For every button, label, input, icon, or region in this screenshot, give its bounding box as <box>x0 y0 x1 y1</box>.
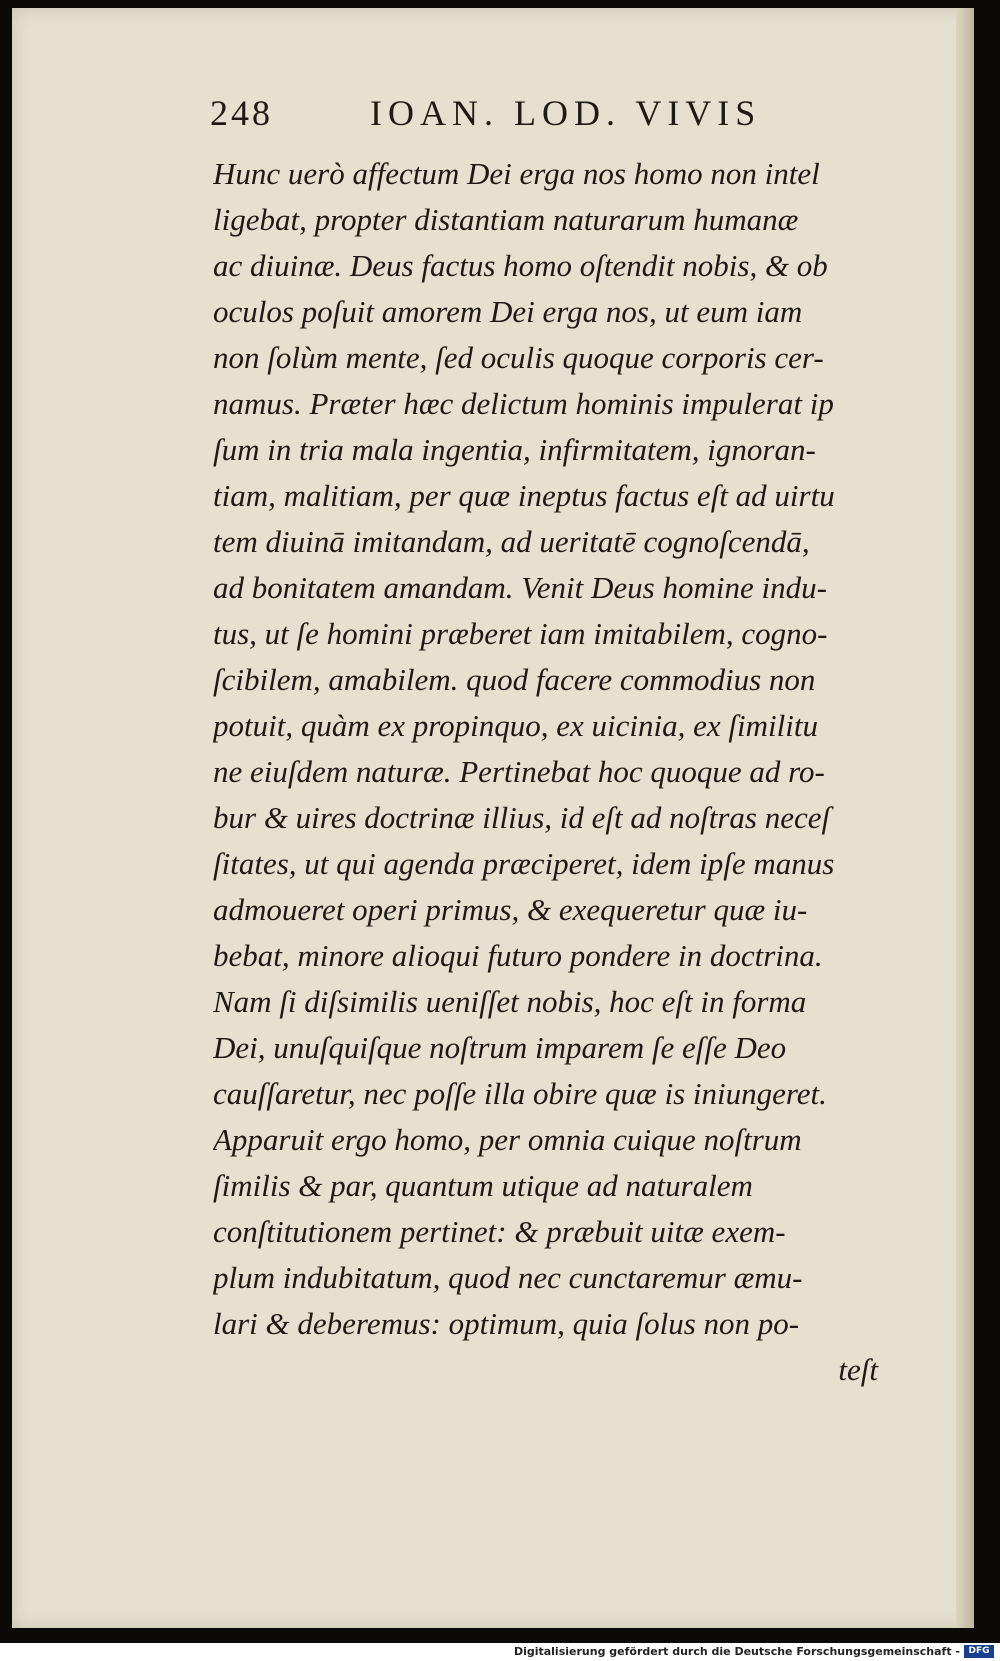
page-header <box>210 92 930 142</box>
text-line: ſitates, ut qui agenda præciperet, idem ipſe manus <box>213 846 835 881</box>
text-line: ligebat, propter distantiam naturarum humanæ <box>213 202 799 237</box>
footer-bar <box>0 1643 1000 1661</box>
running-head: IOAN. LOD. VIVIS <box>370 93 762 133</box>
text-line: tiam, malitiam, per quæ ineptus factus eſt ad uirtu <box>213 478 835 513</box>
text-line: conſtitutionem pertinet: & præbuit uitæ exem- <box>213 1214 786 1249</box>
text-line: plum indubitatum, quod nec cunctaremur æmu- <box>213 1260 803 1295</box>
text-line: bur & uires doctrinæ illius, id eſt ad noſtras neceſ <box>213 800 831 835</box>
text-line: ſum in tria mala ingentia, infirmitatem, ignoran- <box>213 432 816 467</box>
text-line: ac diuinæ. Deus factus homo oſtendit nobis, & ob <box>213 248 828 283</box>
text-line: lari & deberemus: optimum, quia ſolus non po- <box>213 1306 800 1341</box>
dfg-logo: DFG <box>964 1645 994 1658</box>
text-line: ſimilis & par, quantum utique ad naturalem <box>213 1168 753 1203</box>
text-line: ſcibilem, amabilem. quod facere commodius non <box>213 662 816 697</box>
text-line: tus, ut ſe homini præberet iam imitabilem, cogno- <box>213 616 828 651</box>
body-text <box>213 151 940 1393</box>
catchword: teſt <box>838 1352 878 1387</box>
text-line: Apparuit ergo homo, per omnia cuique noſtrum <box>213 1122 802 1157</box>
funding-credit: Digitalisierung gefördert durch die Deutsche Forschungsgemeinschaft - <box>513 1645 960 1658</box>
text-line: namus. Præter hæc delictum hominis impulerat ip <box>213 386 834 421</box>
text-line: bebat, minore alioqui futuro pondere in doctrina. <box>213 938 823 973</box>
text-line: ad bonitatem amandam. Venit Deus homine indu- <box>213 570 827 605</box>
text-line: ne eiuſdem naturæ. Pertinebat hoc quoque ad ro- <box>213 754 825 789</box>
text-line: oculos poſuit amorem Dei erga nos, ut eum iam <box>213 294 803 329</box>
text-line: admoueret operi primus, & exequeretur quæ iu- <box>213 892 808 927</box>
text-line: Hunc uerò affectum Dei erga nos homo non intel <box>213 156 820 191</box>
text-line: Dei, unuſquiſque noſtrum imparem ſe eſſe Deo <box>213 1030 787 1065</box>
text-line: tem diuinā imitandam, ad ueritatē cognoſcendā, <box>213 524 810 559</box>
text-line: non ſolùm mente, ſed oculis quoque corporis cer- <box>213 340 824 375</box>
text-line: potuit, quàm ex propinquo, ex uicinia, ex ſimilitu <box>213 708 818 743</box>
text-line: Nam ſi diſsimilis ueniſſet nobis, hoc eſt in forma <box>213 984 807 1019</box>
text-line: cauſſaretur, nec poſſe illa obire quæ is iniungeret. <box>213 1076 827 1111</box>
page-number: 248 <box>210 93 273 133</box>
page-edge <box>956 8 974 1628</box>
